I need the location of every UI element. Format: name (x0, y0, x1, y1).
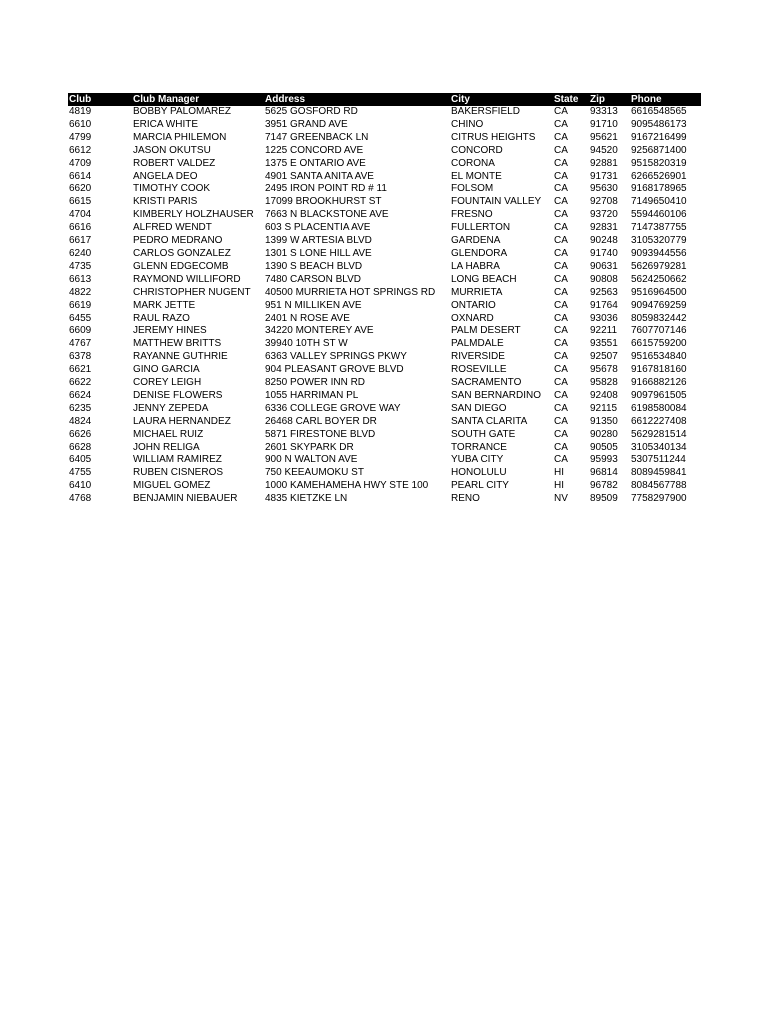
table-row (68, 480, 701, 493)
table-row (68, 364, 701, 377)
manager-cell: MARCIA PHILEMON (133, 131, 227, 143)
table-row (68, 171, 701, 184)
phone-cell: 7607707146 (631, 325, 687, 337)
table-row (68, 493, 701, 506)
address-cell: 3951 GRAND AVE (265, 118, 348, 130)
state-cell: HI (554, 480, 564, 492)
phone-cell: 9093944556 (631, 247, 687, 259)
manager-cell: JEREMY HINES (133, 325, 207, 337)
state-cell: CA (554, 389, 568, 401)
city-cell: RIVERSIDE (451, 351, 505, 363)
city-cell: OXNARD (451, 312, 494, 324)
address-cell: 7147 GREENBACK LN (265, 131, 369, 143)
manager-cell: COREY LEIGH (133, 377, 202, 389)
table-row (68, 196, 701, 209)
state-cell: CA (554, 235, 568, 247)
table-row (68, 403, 701, 416)
address-cell: 904 PLEASANT GROVE BLVD (265, 364, 404, 376)
club-cell: 4767 (69, 338, 92, 350)
zip-cell: 91710 (590, 118, 618, 130)
address-cell: 26468 CARL BOYER DR (265, 415, 377, 427)
club-cell: 6240 (69, 247, 92, 259)
zip-cell: 92831 (590, 222, 618, 234)
state-cell: CA (554, 338, 568, 350)
manager-cell: ALFRED WENDT (133, 222, 212, 234)
city-cell: TORRANCE (451, 441, 507, 453)
address-cell: 1375 E ONTARIO AVE (265, 157, 366, 169)
zip-cell: 90280 (590, 428, 618, 440)
city-cell: PEARL CITY (451, 480, 509, 492)
zip-cell: 92881 (590, 157, 618, 169)
table-row (68, 390, 701, 403)
address-cell: 951 N MILLIKEN AVE (265, 299, 362, 311)
manager-cell: ANGELA DEO (133, 170, 198, 182)
manager-cell: MIGUEL GOMEZ (133, 480, 211, 492)
club-cell: 4819 (69, 106, 92, 117)
city-cell: CONCORD (451, 144, 503, 156)
manager-cell: CARLOS GONZALEZ (133, 247, 231, 259)
table-row (68, 106, 701, 119)
table-row (68, 467, 701, 480)
city-cell: MURRIETA (451, 286, 503, 298)
manager-cell: BOBBY PALOMAREZ (133, 106, 231, 117)
state-cell: CA (554, 247, 568, 259)
table-row (68, 132, 701, 145)
address-cell: 39940 10TH ST W (265, 338, 348, 350)
club-cell: 6612 (69, 144, 92, 156)
state-cell: CA (554, 170, 568, 182)
zip-cell: 92211 (590, 325, 618, 337)
manager-cell: JENNY ZEPEDA (133, 402, 209, 414)
state-cell: CA (554, 222, 568, 234)
zip-cell: 89509 (590, 493, 618, 505)
city-cell: CHINO (451, 118, 484, 130)
table-row (68, 222, 701, 235)
city-cell: LONG BEACH (451, 273, 517, 285)
manager-cell: WILLIAM RAMIREZ (133, 454, 222, 466)
state-cell: CA (554, 131, 568, 143)
city-cell: CITRUS HEIGHTS (451, 131, 536, 143)
phone-cell: 9094769259 (631, 299, 687, 311)
zip-cell: 92563 (590, 286, 618, 298)
header-city: City (451, 94, 470, 105)
manager-cell: GLENN EDGECOMB (133, 260, 229, 272)
state-cell: CA (554, 454, 568, 466)
club-cell: 6235 (69, 402, 92, 414)
state-cell: CA (554, 364, 568, 376)
zip-cell: 95828 (590, 377, 618, 389)
state-cell: CA (554, 286, 568, 298)
city-cell: ROSEVILLE (451, 364, 507, 376)
phone-cell: 5626979281 (631, 260, 687, 272)
phone-cell: 3105320779 (631, 235, 687, 247)
header-row (68, 93, 701, 106)
city-cell: FOUNTAIN VALLEY (451, 196, 542, 208)
phone-cell: 9168178965 (631, 183, 687, 195)
state-cell: CA (554, 144, 568, 156)
city-cell: EL MONTE (451, 170, 502, 182)
manager-cell: MARK JETTE (133, 299, 196, 311)
table-row (68, 442, 701, 455)
club-cell: 6609 (69, 325, 92, 337)
state-cell: CA (554, 157, 568, 169)
phone-cell: 5624250662 (631, 273, 687, 285)
club-cell: 6405 (69, 454, 92, 466)
state-cell: CA (554, 441, 568, 453)
address-cell: 17099 BROOKHURST ST (265, 196, 382, 208)
header-state: State (554, 94, 579, 105)
club-cell: 6628 (69, 441, 92, 453)
state-cell: CA (554, 260, 568, 272)
phone-cell: 6266526901 (631, 170, 687, 182)
phone-cell: 7758297900 (631, 493, 687, 505)
club-cell: 4755 (69, 467, 92, 479)
address-cell: 2401 N ROSE AVE (265, 312, 350, 324)
table-row (68, 325, 701, 338)
club-cell: 6410 (69, 480, 92, 492)
state-cell: CA (554, 183, 568, 195)
phone-cell: 9166882126 (631, 377, 687, 389)
state-cell: HI (554, 467, 564, 479)
club-cell: 6610 (69, 118, 92, 130)
address-cell: 5625 GOSFORD RD (265, 106, 358, 117)
city-cell: SAN BERNARDINO (451, 389, 542, 401)
address-cell: 1390 S BEACH BLVD (265, 260, 363, 272)
address-cell: 6336 COLLEGE GROVE WAY (265, 402, 401, 414)
club-cell: 6619 (69, 299, 92, 311)
address-cell: 7480 CARSON BLVD (265, 273, 361, 285)
table-row (68, 145, 701, 158)
state-cell: CA (554, 312, 568, 324)
manager-cell: CHRISTOPHER NUGENT (133, 286, 251, 298)
phone-cell: 6615759200 (631, 338, 687, 350)
city-cell: PALM DESERT (451, 325, 521, 337)
club-cell: 6615 (69, 196, 92, 208)
header-club: Club (69, 94, 92, 105)
address-cell: 1301 S LONE HILL AVE (265, 247, 372, 259)
state-cell: CA (554, 325, 568, 337)
city-cell: FULLERTON (451, 222, 511, 234)
phone-cell: 9516534840 (631, 351, 687, 363)
table-row (68, 338, 701, 351)
club-cell: 6616 (69, 222, 92, 234)
table-row (68, 274, 701, 287)
phone-cell: 6612227408 (631, 415, 687, 427)
zip-cell: 90808 (590, 273, 618, 285)
manager-cell: KRISTI PARIS (133, 196, 198, 208)
city-cell: GARDENA (451, 235, 501, 247)
table-row (68, 261, 701, 274)
state-cell: CA (554, 273, 568, 285)
manager-cell: MICHAEL RUIZ (133, 428, 204, 440)
city-cell: SOUTH GATE (451, 428, 516, 440)
table-row (68, 119, 701, 132)
manager-cell: RAUL RAZO (133, 312, 190, 324)
address-cell: 1000 KAMEHAMEHA HWY STE 100 (265, 480, 429, 492)
address-cell: 1225 CONCORD AVE (265, 144, 364, 156)
state-cell: CA (554, 118, 568, 130)
state-cell: CA (554, 351, 568, 363)
zip-cell: 92115 (590, 402, 618, 414)
phone-cell: 7149650410 (631, 196, 687, 208)
table-row (68, 429, 701, 442)
manager-cell: RUBEN CISNEROS (133, 467, 224, 479)
city-cell: ONTARIO (451, 299, 496, 311)
zip-cell: 92708 (590, 196, 618, 208)
city-cell: FOLSOM (451, 183, 494, 195)
address-cell: 4835 KIETZKE LN (265, 493, 348, 505)
club-cell: 4704 (69, 209, 92, 221)
zip-cell: 90248 (590, 235, 618, 247)
phone-cell: 9516964500 (631, 286, 687, 298)
address-cell: 2495 IRON POINT RD # 11 (265, 183, 387, 195)
zip-cell: 94520 (590, 144, 618, 156)
address-cell: 34220 MONTEREY AVE (265, 325, 374, 337)
zip-cell: 93036 (590, 312, 618, 324)
phone-cell: 8059832442 (631, 312, 687, 324)
club-cell: 6378 (69, 351, 92, 363)
city-cell: CORONA (451, 157, 495, 169)
zip-cell: 90631 (590, 260, 618, 272)
city-cell: PALMDALE (451, 338, 504, 350)
header-zip: Zip (590, 94, 605, 105)
club-cell: 6613 (69, 273, 92, 285)
club-cell: 6621 (69, 364, 92, 376)
state-cell: CA (554, 299, 568, 311)
phone-cell: 6198580084 (631, 402, 687, 414)
phone-cell: 9515820319 (631, 157, 687, 169)
city-cell: SACRAMENTO (451, 377, 522, 389)
manager-cell: JOHN RELIGA (133, 441, 200, 453)
manager-cell: JASON OKUTSU (133, 144, 211, 156)
zip-cell: 93720 (590, 209, 618, 221)
club-cell: 6617 (69, 235, 92, 247)
manager-cell: RAYMOND WILLIFORD (133, 273, 241, 285)
state-cell: CA (554, 428, 568, 440)
manager-cell: ROBERT VALDEZ (133, 157, 216, 169)
state-cell: CA (554, 106, 568, 117)
city-cell: YUBA CITY (451, 454, 504, 466)
phone-cell: 8089459841 (631, 467, 687, 479)
club-cell: 4768 (69, 493, 92, 505)
table-row (68, 351, 701, 364)
manager-cell: LAURA HERNANDEZ (133, 415, 231, 427)
phone-cell: 8084567788 (631, 480, 687, 492)
club-cell: 6626 (69, 428, 92, 440)
club-cell: 4709 (69, 157, 92, 169)
address-cell: 6363 VALLEY SPRINGS PKWY (265, 351, 407, 363)
table-row (68, 287, 701, 300)
manager-cell: DENISE FLOWERS (133, 389, 223, 401)
table-row (68, 300, 701, 313)
table-header (68, 93, 701, 106)
phone-cell: 5307511244 (631, 454, 686, 466)
state-cell: CA (554, 415, 568, 427)
phone-cell: 7147387755 (631, 222, 687, 234)
manager-cell: GINO GARCIA (133, 364, 200, 376)
club-cell: 4824 (69, 415, 92, 427)
club-table (68, 93, 701, 506)
zip-cell: 95678 (590, 364, 618, 376)
zip-cell: 92507 (590, 351, 618, 363)
zip-cell: 91740 (590, 247, 618, 259)
club-directory-sheet (68, 93, 701, 506)
club-cell: 4735 (69, 260, 92, 272)
zip-cell: 95630 (590, 183, 618, 195)
club-cell: 4799 (69, 131, 92, 143)
zip-cell: 95993 (590, 454, 618, 466)
club-cell: 6455 (69, 312, 92, 324)
city-cell: LA HABRA (451, 260, 500, 272)
phone-cell: 6616548565 (631, 106, 687, 117)
phone-cell: 9167216499 (631, 131, 687, 143)
address-cell: 603 S PLACENTIA AVE (265, 222, 371, 234)
manager-cell: TIMOTHY COOK (133, 183, 211, 195)
address-cell: 5871 FIRESTONE BLVD (265, 428, 376, 440)
zip-cell: 96814 (590, 467, 618, 479)
table-row (68, 454, 701, 467)
zip-cell: 91764 (590, 299, 618, 311)
city-cell: GLENDORA (451, 247, 508, 259)
address-cell: 1399 W ARTESIA BLVD (265, 235, 372, 247)
phone-cell: 5594460106 (631, 209, 687, 221)
phone-cell: 9095486173 (631, 118, 687, 130)
zip-cell: 92408 (590, 389, 618, 401)
city-cell: RENO (451, 493, 480, 505)
manager-cell: MATTHEW BRITTS (133, 338, 222, 350)
city-cell: HONOLULU (451, 467, 507, 479)
zip-cell: 96782 (590, 480, 618, 492)
city-cell: FRESNO (451, 209, 493, 221)
phone-cell: 5629281514 (631, 428, 687, 440)
manager-cell: KIMBERLY HOLZHAUSER (133, 209, 254, 221)
club-cell: 6614 (69, 170, 92, 182)
header-club-manager: Club Manager (133, 94, 200, 105)
state-cell: NV (554, 493, 568, 505)
table-row (68, 313, 701, 326)
state-cell: CA (554, 196, 568, 208)
manager-cell: BENJAMIN NIEBAUER (133, 493, 238, 505)
state-cell: CA (554, 377, 568, 389)
zip-cell: 93313 (590, 106, 618, 117)
table-row (68, 158, 701, 171)
header-address: Address (265, 94, 306, 105)
address-cell: 1055 HARRIMAN PL (265, 389, 359, 401)
address-cell: 4901 SANTA ANITA AVE (265, 170, 374, 182)
zip-cell: 93551 (590, 338, 618, 350)
zip-cell: 95621 (590, 131, 618, 143)
table-row (68, 183, 701, 196)
phone-cell: 9097961505 (631, 389, 687, 401)
phone-cell: 9256871400 (631, 144, 687, 156)
phone-cell: 9167818160 (631, 364, 687, 376)
city-cell: SAN DIEGO (451, 402, 507, 414)
header-phone: Phone (631, 94, 662, 105)
address-cell: 7663 N BLACKSTONE AVE (265, 209, 389, 221)
city-cell: SANTA CLARITA (451, 415, 528, 427)
club-cell: 6624 (69, 389, 92, 401)
state-cell: CA (554, 402, 568, 414)
phone-cell: 3105340134 (631, 441, 687, 453)
address-cell: 900 N WALTON AVE (265, 454, 358, 466)
zip-cell: 90505 (590, 441, 618, 453)
table-row (68, 235, 701, 248)
club-cell: 6620 (69, 183, 92, 195)
table-row (68, 248, 701, 261)
address-cell: 40500 MURRIETA HOT SPRINGS RD (265, 286, 436, 298)
city-cell: BAKERSFIELD (451, 106, 520, 117)
table-row (68, 209, 701, 222)
address-cell: 8250 POWER INN RD (265, 377, 366, 389)
address-cell: 750 KEEAUMOKU ST (265, 467, 364, 479)
club-cell: 4822 (69, 286, 92, 298)
table-row (68, 416, 701, 429)
zip-cell: 91731 (590, 170, 618, 182)
state-cell: CA (554, 209, 568, 221)
manager-cell: RAYANNE GUTHRIE (133, 351, 228, 363)
zip-cell: 91350 (590, 415, 618, 427)
club-cell: 6622 (69, 377, 92, 389)
manager-cell: PEDRO MEDRANO (133, 235, 223, 247)
address-cell: 2601 SKYPARK DR (265, 441, 354, 453)
manager-cell: ERICA WHITE (133, 118, 199, 130)
table-body (68, 106, 701, 506)
table-row (68, 377, 701, 390)
